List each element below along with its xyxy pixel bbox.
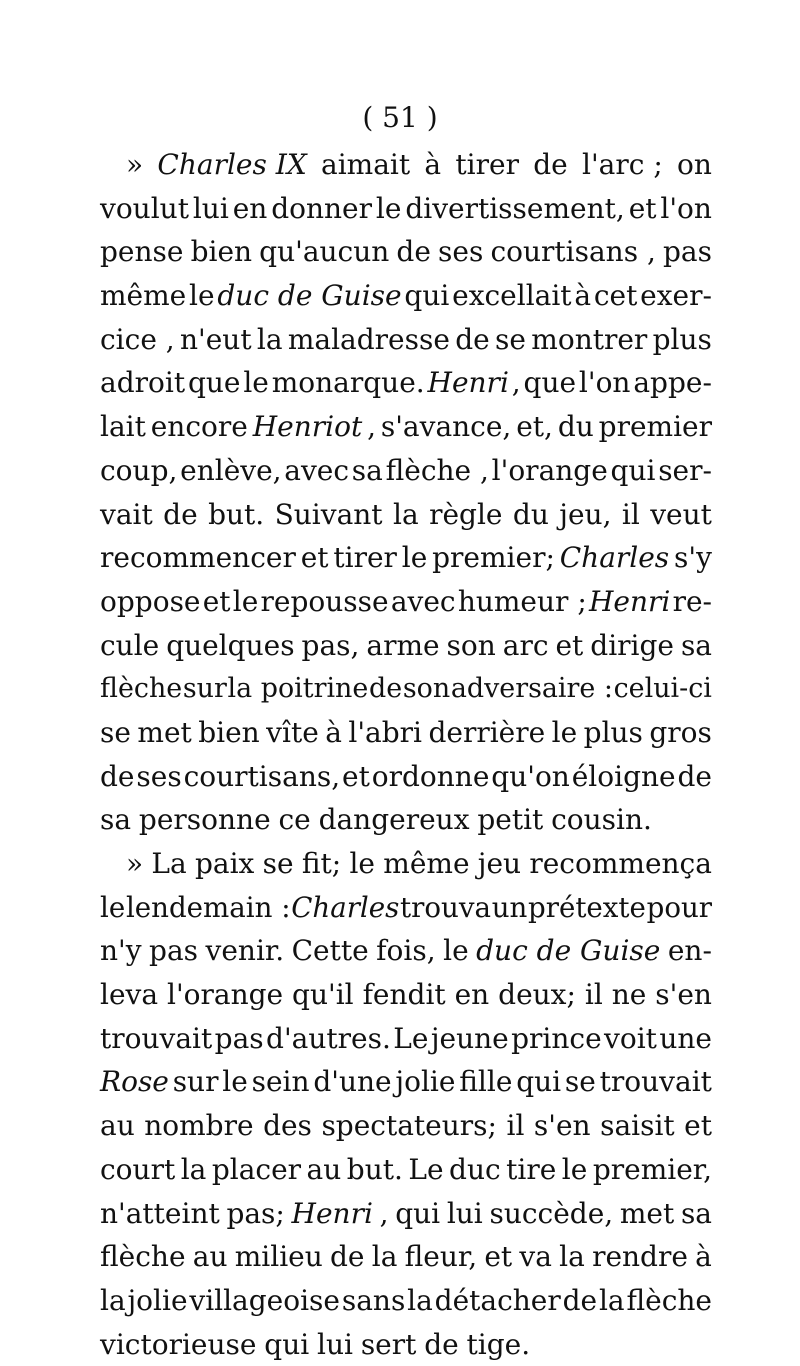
word: et, bbox=[516, 410, 553, 444]
word: son bbox=[402, 673, 451, 705]
word: recommencer bbox=[100, 541, 296, 575]
word: va bbox=[519, 1240, 552, 1274]
word: placer bbox=[211, 1152, 302, 1186]
word: à bbox=[424, 148, 442, 181]
word: prétexte bbox=[528, 890, 646, 924]
word: un bbox=[491, 890, 528, 924]
word: de bbox=[330, 1240, 365, 1274]
word: prince bbox=[511, 1021, 602, 1055]
word: trouvait bbox=[599, 1065, 712, 1099]
word: le bbox=[401, 541, 428, 575]
word: met bbox=[619, 1196, 675, 1230]
word: pas bbox=[214, 1021, 264, 1055]
word: avec bbox=[390, 584, 456, 618]
word: s'en bbox=[655, 978, 712, 1012]
word: d'autres. bbox=[266, 1021, 391, 1055]
word: montrer bbox=[531, 322, 648, 356]
word: que bbox=[523, 366, 577, 400]
word: qui bbox=[264, 1327, 310, 1361]
word: fit; bbox=[301, 847, 342, 880]
word: que bbox=[187, 366, 241, 400]
word: plus bbox=[583, 715, 643, 749]
text-line bbox=[100, 1060, 712, 1104]
italic-word: Charles bbox=[559, 541, 670, 575]
text-line bbox=[100, 711, 712, 755]
word: le bbox=[100, 890, 126, 924]
text-line bbox=[100, 842, 712, 886]
word: sur bbox=[182, 673, 227, 705]
word: une bbox=[659, 1021, 712, 1055]
word: se bbox=[262, 847, 294, 880]
word: et bbox=[202, 584, 231, 618]
word: jolie bbox=[395, 1065, 456, 1099]
word: » bbox=[126, 847, 144, 880]
word: voit bbox=[604, 1021, 657, 1055]
word: flèche , bbox=[385, 453, 489, 487]
word: paix bbox=[194, 847, 255, 880]
word: arc bbox=[502, 628, 549, 662]
word: qui bbox=[516, 1065, 562, 1099]
word: trouvait bbox=[100, 1021, 213, 1055]
word: l'orange bbox=[166, 978, 284, 1012]
word: tirer bbox=[333, 541, 397, 575]
word: ses bbox=[438, 235, 484, 269]
word: fendit bbox=[362, 978, 446, 1012]
word: de bbox=[396, 235, 431, 269]
word: s'en bbox=[533, 1109, 591, 1143]
word: l'arc ; bbox=[582, 148, 663, 181]
word: qui bbox=[395, 1196, 441, 1230]
word: oppose bbox=[100, 584, 201, 618]
word: au bbox=[100, 1109, 135, 1143]
word: ce bbox=[278, 803, 311, 837]
text-line bbox=[100, 1323, 712, 1366]
word: de bbox=[368, 673, 403, 705]
word: enlève, bbox=[180, 453, 282, 487]
word: le bbox=[443, 934, 469, 968]
word: ne bbox=[611, 978, 647, 1012]
italic-word: Henri bbox=[588, 584, 671, 618]
word: tire bbox=[506, 1152, 557, 1186]
word: de bbox=[455, 322, 490, 356]
text-line bbox=[100, 1279, 712, 1323]
word: au bbox=[306, 1152, 342, 1186]
word: la poitrine bbox=[227, 673, 369, 705]
word: s'avance, bbox=[380, 410, 512, 444]
word: dirige bbox=[590, 628, 674, 662]
word: sa bbox=[100, 803, 132, 837]
word: repousse bbox=[260, 584, 389, 618]
word: jeu bbox=[477, 847, 522, 880]
word: lendemain : bbox=[125, 890, 291, 924]
italic-word: duc de Guise bbox=[217, 279, 402, 313]
word: quelques bbox=[166, 628, 295, 662]
word: but. bbox=[346, 1152, 403, 1186]
word: n'eut bbox=[180, 322, 252, 356]
word: la bbox=[392, 497, 419, 531]
text-line bbox=[100, 318, 712, 362]
word: à bbox=[574, 279, 592, 313]
word: et bbox=[684, 1109, 712, 1143]
word: en- bbox=[667, 934, 712, 968]
word: et bbox=[342, 759, 370, 793]
word: deux; bbox=[498, 978, 576, 1012]
word: la bbox=[180, 1152, 207, 1186]
word: ordonne bbox=[371, 759, 490, 793]
word: monarque. bbox=[271, 366, 425, 400]
word: vait bbox=[100, 497, 153, 531]
word: villageoise bbox=[189, 1283, 340, 1317]
word: rendre bbox=[592, 1240, 688, 1274]
word: dangereux bbox=[318, 803, 470, 837]
word: » bbox=[126, 148, 144, 181]
word: premier, bbox=[592, 1152, 712, 1186]
word: tirer bbox=[455, 148, 519, 181]
word: bien bbox=[198, 715, 260, 749]
word: se bbox=[100, 715, 131, 749]
word: tige. bbox=[466, 1327, 531, 1361]
word: excellait bbox=[452, 279, 572, 313]
text-line bbox=[100, 230, 712, 274]
word: cousin. bbox=[551, 803, 652, 837]
word: qu'aucun bbox=[259, 235, 390, 269]
word: fois, bbox=[376, 934, 436, 968]
text-line bbox=[100, 405, 712, 449]
word: qui bbox=[404, 279, 450, 313]
word: adversaire : bbox=[450, 673, 613, 705]
word: l'orange bbox=[491, 453, 608, 487]
word: courtisans , bbox=[490, 235, 656, 269]
word: milieu bbox=[234, 1240, 323, 1274]
text-line bbox=[100, 274, 712, 318]
word: s'y bbox=[674, 541, 712, 575]
word: pas bbox=[663, 235, 712, 269]
word: flèche bbox=[100, 1240, 186, 1274]
word: de bbox=[424, 1327, 459, 1361]
italic-word: Charles bbox=[291, 890, 400, 924]
word: jolie bbox=[127, 1283, 188, 1317]
text-line bbox=[100, 1104, 712, 1148]
word: pas bbox=[149, 934, 199, 968]
word: bien bbox=[190, 235, 253, 269]
word: pour bbox=[646, 890, 712, 924]
word: la bbox=[559, 1240, 585, 1274]
word: sa bbox=[680, 1196, 712, 1230]
word: l'abri bbox=[348, 715, 422, 749]
word: du bbox=[557, 410, 594, 444]
word: lui bbox=[446, 1196, 483, 1230]
text-line bbox=[100, 361, 712, 405]
word: sans bbox=[341, 1283, 406, 1317]
text-line bbox=[100, 755, 712, 799]
word: et bbox=[484, 1240, 513, 1274]
word: sa bbox=[351, 453, 383, 487]
word: court bbox=[100, 1152, 176, 1186]
word: règle bbox=[429, 497, 503, 531]
text-line bbox=[100, 143, 712, 187]
body-text bbox=[100, 143, 712, 1366]
word: fleur, bbox=[404, 1240, 478, 1274]
word: cet bbox=[593, 279, 638, 313]
word: divertissement, bbox=[405, 191, 625, 225]
word: trouva bbox=[400, 890, 491, 924]
italic-word: Henri bbox=[427, 366, 509, 400]
word: duc bbox=[449, 1152, 501, 1186]
text-line bbox=[100, 667, 712, 711]
word: personne bbox=[138, 803, 271, 837]
word: lui bbox=[317, 1327, 353, 1361]
text-line bbox=[100, 798, 712, 842]
word: voulut bbox=[100, 191, 189, 225]
word: exer- bbox=[640, 279, 712, 313]
word: qu'on bbox=[491, 759, 570, 793]
word: courtisans, bbox=[183, 759, 341, 793]
word: la bbox=[256, 322, 283, 356]
word: encore bbox=[150, 410, 248, 444]
word: arme bbox=[366, 628, 440, 662]
word: le bbox=[232, 584, 259, 618]
word: La bbox=[151, 847, 187, 880]
text-line bbox=[100, 580, 712, 624]
word: re- bbox=[672, 584, 712, 618]
word: premier; bbox=[432, 541, 555, 575]
word: le bbox=[243, 366, 269, 400]
word: recommença bbox=[529, 847, 712, 880]
word: en bbox=[232, 191, 268, 225]
word: , bbox=[367, 410, 376, 444]
word: en bbox=[454, 978, 490, 1012]
word: Suivant bbox=[274, 497, 383, 531]
word: celui-ci bbox=[613, 673, 712, 705]
word: de bbox=[562, 1283, 598, 1317]
text-line bbox=[100, 187, 712, 231]
word: de bbox=[100, 759, 135, 793]
word: qu'il bbox=[292, 978, 354, 1012]
word: l'on bbox=[660, 191, 712, 225]
word: plus bbox=[652, 322, 712, 356]
word: du bbox=[512, 497, 549, 531]
word: et bbox=[300, 541, 329, 575]
word: cice , bbox=[100, 322, 175, 356]
word: même bbox=[100, 279, 187, 313]
word: aimait bbox=[321, 148, 411, 181]
word: saisit bbox=[600, 1109, 675, 1143]
word: venir. bbox=[205, 934, 285, 968]
word: le bbox=[222, 1065, 248, 1099]
word: pense bbox=[100, 235, 184, 269]
word: la bbox=[407, 1283, 433, 1317]
word: lui bbox=[192, 191, 229, 225]
word: le bbox=[189, 279, 215, 313]
word: succède, bbox=[489, 1196, 614, 1230]
word: maladresse bbox=[287, 322, 450, 356]
word: le bbox=[551, 715, 578, 749]
word: sein bbox=[251, 1065, 310, 1099]
word: coup, bbox=[100, 453, 178, 487]
word: appe- bbox=[633, 366, 712, 400]
word: et bbox=[628, 191, 657, 225]
word: sur bbox=[172, 1065, 219, 1099]
word: Cette bbox=[291, 934, 369, 968]
word: pas; bbox=[226, 1196, 285, 1230]
word: gros bbox=[649, 715, 712, 749]
word: on bbox=[677, 148, 712, 181]
word: la bbox=[371, 1240, 398, 1274]
word: et bbox=[555, 628, 584, 662]
word: qui bbox=[610, 453, 656, 487]
word: jeu, bbox=[559, 497, 612, 531]
text-line bbox=[100, 973, 712, 1017]
word: il bbox=[621, 497, 640, 531]
word: adroit bbox=[100, 366, 186, 400]
word: de bbox=[533, 148, 568, 181]
word: flèche bbox=[100, 673, 183, 705]
word: sert bbox=[360, 1327, 417, 1361]
word: l'on bbox=[578, 366, 631, 400]
text-line bbox=[100, 493, 712, 537]
word: son bbox=[446, 628, 496, 662]
word: jeune bbox=[430, 1021, 509, 1055]
italic-word: Charles IX bbox=[157, 148, 307, 181]
word: premier bbox=[598, 410, 712, 444]
word: la bbox=[100, 1283, 126, 1317]
word: ses bbox=[136, 759, 182, 793]
italic-word: Henriot bbox=[252, 410, 363, 444]
italic-word: Rose bbox=[100, 1065, 169, 1099]
word: sa bbox=[680, 628, 712, 662]
word: lait bbox=[100, 410, 146, 444]
word: victorieuse bbox=[100, 1327, 257, 1361]
word: à bbox=[695, 1240, 712, 1274]
word: Le bbox=[393, 1021, 429, 1055]
text-line bbox=[100, 929, 712, 973]
word: la bbox=[598, 1283, 625, 1317]
word: éloigne bbox=[571, 759, 676, 793]
word: vîte bbox=[266, 715, 319, 749]
text-line bbox=[100, 886, 712, 930]
page-number: ( 51 ) bbox=[362, 101, 438, 134]
word: petit bbox=[477, 803, 544, 837]
word: le bbox=[349, 847, 375, 880]
word: le bbox=[561, 1152, 588, 1186]
italic-word: duc de Guise bbox=[476, 934, 661, 968]
word: détacher bbox=[434, 1283, 561, 1317]
word: spectateurs; bbox=[321, 1109, 497, 1143]
text-line bbox=[100, 1192, 712, 1236]
word: Le bbox=[408, 1152, 444, 1186]
word: humeur ; bbox=[457, 584, 587, 618]
word: pas, bbox=[301, 628, 360, 662]
word: but. bbox=[208, 497, 265, 531]
word: de bbox=[677, 759, 712, 793]
italic-word: Henri bbox=[291, 1196, 373, 1230]
word: met bbox=[137, 715, 192, 749]
word: à bbox=[325, 715, 342, 749]
text-line bbox=[100, 1148, 712, 1192]
word: flèche bbox=[626, 1283, 712, 1317]
word: nombre bbox=[144, 1109, 254, 1143]
word: de bbox=[163, 497, 198, 531]
text-line bbox=[100, 624, 712, 668]
text-line bbox=[100, 1017, 712, 1061]
text-line bbox=[100, 449, 712, 493]
word: , bbox=[379, 1196, 389, 1230]
word: veut bbox=[650, 497, 712, 531]
word: n'atteint bbox=[100, 1196, 220, 1230]
word: fille bbox=[459, 1065, 513, 1099]
word: ser- bbox=[658, 453, 712, 487]
word: n'y bbox=[100, 934, 142, 968]
word: avec bbox=[284, 453, 350, 487]
word: des bbox=[263, 1109, 312, 1143]
word: derrière bbox=[428, 715, 546, 749]
word: il bbox=[584, 978, 603, 1012]
word: cule bbox=[100, 628, 160, 662]
word: , bbox=[511, 366, 521, 400]
text-line bbox=[100, 536, 712, 580]
word: leva bbox=[100, 978, 159, 1012]
word: d'une bbox=[313, 1065, 392, 1099]
text-line bbox=[100, 1235, 712, 1279]
word: se bbox=[495, 322, 526, 356]
word: se bbox=[564, 1065, 596, 1099]
word: même bbox=[383, 847, 470, 880]
word: il bbox=[506, 1109, 525, 1143]
word: donner bbox=[271, 191, 372, 225]
word: au bbox=[192, 1240, 228, 1274]
word: le bbox=[375, 191, 402, 225]
